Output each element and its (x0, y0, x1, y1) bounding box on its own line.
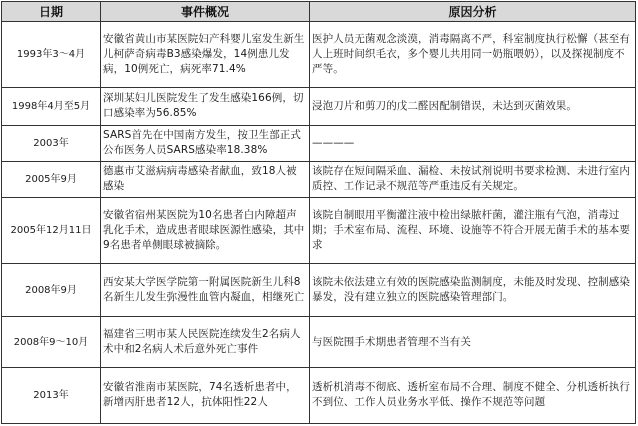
hospital-infection-events-table (1, 1, 636, 424)
row-cause: 医护人员无菌观念淡漠，消毒隔离不严，科室制度执行松懈（甚至有人上班时间织毛衣，多个婴儿共用同一奶瓶喂奶），以及探视制度不严等。 (310, 22, 636, 88)
table-row (2, 125, 636, 161)
table-row (2, 22, 636, 88)
table-row (2, 317, 636, 367)
row-event: 福建省三明市某人民医院连续发生2名病人术中和2名病人术后意外死亡事件 (101, 317, 310, 367)
row-cause: 透析机消毒不彻底、透析室布局不合理、制度不健全、分机透析执行不到位、工作人员业务水平低、操作不规范等问题 (310, 367, 636, 423)
row-cause: 浸泡刀片和剪刀的戊二醛因配制错误，未达到灭菌效果。 (310, 88, 636, 125)
row-event: SARS首先在中国南方发生，按卫生部正式公布医务人员SARS感染率18.38% (101, 125, 310, 161)
row-date: 2008年9～10月 (2, 317, 101, 367)
row-date: 2005年9月 (2, 161, 101, 197)
row-date: 2008年9月 (2, 264, 101, 317)
row-cause: 该院未依法建立有效的医院感染监测制度，未能及时发现、控制感染暴发，没有建立独立的医院感染管理部门。 (310, 264, 636, 317)
header-event: 事件概况 (101, 2, 310, 22)
row-cause: 该院存在短间隔采血、漏检、未按试剂说明书要求检测、未进行室内质控、工作记录不规范等严重违反有关规定。 (310, 161, 636, 197)
row-cause: 该院自制眼用平衡灌注液中检出绿脓杆菌，灌注瓶有气泡，消毒过期；手术室布局、流程、环境、设施等不符合开展无菌手术的基本要求 (310, 197, 636, 263)
row-event: 安徽省宿州某医院为10名患者白内障超声乳化手术，造成患者眼球医源性感染，其中9名患者单侧眼球被摘除。 (101, 197, 310, 263)
header-date: 日期 (2, 2, 101, 22)
row-event: 安徽省淮南市某医院，74名透析患者中，新增丙肝患者12人，抗体阳性22人 (101, 367, 310, 423)
row-cause: 与医院围手术期患者管理不当有关 (310, 317, 636, 367)
table-row (2, 88, 636, 125)
table-row (2, 367, 636, 423)
row-date: 1998年4月至5月 (2, 88, 101, 125)
row-event: 安徽省黄山市某医院妇产科婴儿室发生新生儿柯萨奇病毒B3感染爆发，14例患儿发病，10例死亡，病死率71.4% (101, 22, 310, 88)
table-row (2, 264, 636, 317)
header-cause: 原因分析 (310, 2, 636, 22)
row-cause: ———— (310, 125, 636, 161)
row-date: 2003年 (2, 125, 101, 161)
row-event: 西安某大学医学院第一附属医院新生儿科8名新生儿发生弥漫性血管内凝血，相继死亡 (101, 264, 310, 317)
table-row (2, 161, 636, 197)
row-date: 1993年3～4月 (2, 22, 101, 88)
row-event: 德惠市艾滋病病毒感染者献血，致18人被感染 (101, 161, 310, 197)
row-date: 2005年12月11日 (2, 197, 101, 263)
row-date: 2013年 (2, 367, 101, 423)
table-row (2, 197, 636, 263)
table-header-row (2, 2, 636, 22)
row-event: 深圳某妇儿医院发生了发生感染166例，切口感染率为56.85% (101, 88, 310, 125)
